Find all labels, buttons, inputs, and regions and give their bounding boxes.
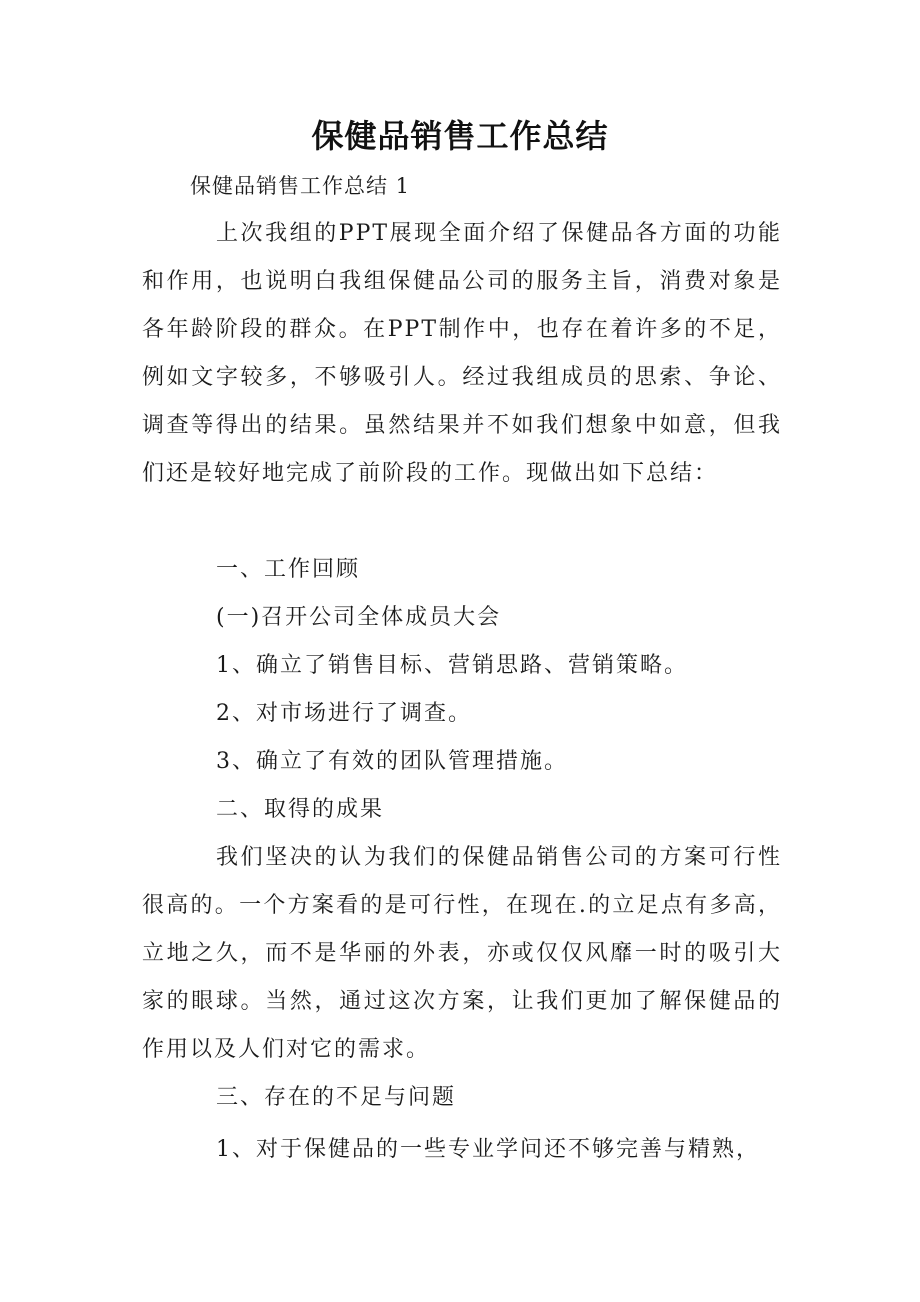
section1-heading: 一、工作回顾 bbox=[216, 557, 361, 582]
intro-paragraph: 上次我组的PPT展现全面介绍了保健品各方面的功能和作用，也说明白我组保健品公司的服务主旨，消费对象是各年龄阶段的群众。在PPT制作中，也存在着许多的不足，例如文字较多，不够吸引人。经过我组成员的思索、争论、调查等得出的结果。虽然结果并不如我们想象中如意，但我们还是较好地完成了前阶段的工作。现做出如下总结： bbox=[142, 221, 782, 486]
section2-paragraph: 我们坚决的认为我们的保健品销售公司的方案可行性很高的。一个方案看的是可行性，在现在.的立足点有多高，立地之久，而不是华丽的外表，亦或仅仅风靡一时的吸引大家的眼球。当然，通过这次方案，让我们更加了解保健品的作用以及人们对它的需求。 bbox=[142, 845, 782, 1062]
section1-subheading: (一)召开公司全体成员大会 bbox=[216, 605, 502, 630]
document-subtitle: 保健品销售工作总结 1 bbox=[190, 174, 411, 198]
section1-item-2: 2、对市场进行了调查。 bbox=[216, 701, 472, 726]
section3-item-1: 1、对于保健品的一些专业学问还不够完善与精熟， bbox=[216, 1137, 760, 1162]
section1-item-3: 3、确立了有效的团队管理措施。 bbox=[216, 749, 568, 774]
section1-item-1: 1、确立了销售目标、营销思路、营销策略。 bbox=[216, 653, 688, 678]
document-title: 保健品销售工作总结 bbox=[311, 117, 609, 155]
section2-heading: 二、取得的成果 bbox=[216, 797, 385, 822]
section3-heading: 三、存在的不足与问题 bbox=[216, 1085, 457, 1110]
